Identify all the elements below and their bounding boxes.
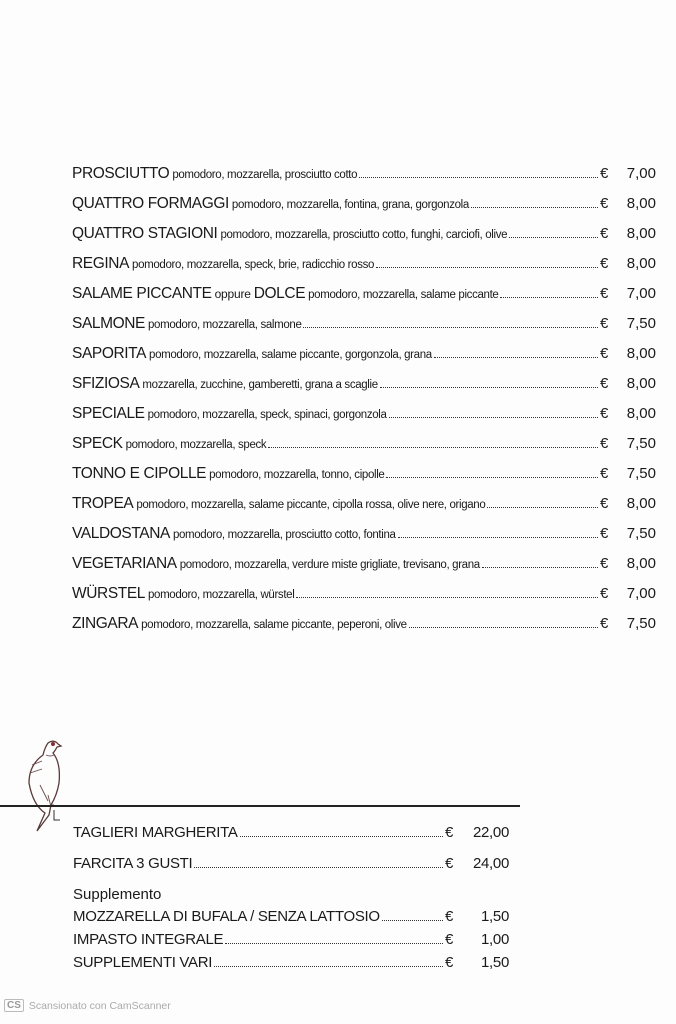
extra-item — [73, 954, 509, 977]
item-ingredients: pomodoro, mozzarella, fontina, grana, gorgonzola — [231, 199, 469, 211]
dot-leader — [487, 507, 598, 508]
currency-symbol: € — [600, 555, 609, 572]
item-name: VALDOSTANA — [72, 525, 170, 542]
dot-leader — [225, 943, 443, 944]
item-price: 1,50 — [481, 908, 509, 925]
item-price: 7,00 — [626, 165, 656, 182]
item-name: SFIZIOSA — [72, 375, 140, 392]
currency-symbol: € — [445, 954, 454, 971]
scanner-watermark — [4, 999, 171, 1012]
item-price: 7,00 — [626, 585, 656, 602]
pizza-menu — [72, 165, 656, 645]
item-name: WÜRSTEL — [72, 585, 145, 602]
dot-leader — [389, 417, 598, 418]
item-name: TAGLIERI MARGHERITA — [73, 824, 238, 841]
dot-leader — [409, 627, 598, 628]
item-name: QUATTRO FORMAGGI — [72, 195, 229, 212]
menu-item — [72, 405, 656, 435]
menu-item — [72, 525, 656, 555]
item-name-alt: DOLCE — [253, 285, 306, 302]
dot-leader — [268, 447, 598, 448]
dot-leader — [376, 267, 598, 268]
menu-item — [72, 255, 656, 285]
currency-symbol: € — [600, 195, 609, 212]
item-ingredients: pomodoro, mozzarella, prosciutto cotto, fontina — [172, 529, 396, 541]
camscanner-logo: CS — [4, 999, 24, 1012]
item-price: 7,50 — [626, 315, 656, 332]
currency-symbol: € — [600, 495, 609, 512]
item-price: 7,50 — [626, 435, 656, 452]
item-price: 1,00 — [481, 931, 509, 948]
extra-item — [73, 855, 509, 886]
item-price: 8,00 — [626, 555, 656, 572]
item-name: PROSCIUTTO — [72, 165, 170, 182]
currency-symbol: € — [600, 255, 609, 272]
item-price: 8,00 — [626, 405, 656, 422]
dot-leader — [240, 836, 443, 837]
currency-symbol: € — [600, 435, 609, 452]
item-ingredients: pomodoro, mozzarella, speck, brie, radicchio rosso — [132, 259, 375, 271]
item-price: 8,00 — [626, 195, 656, 212]
extra-item — [73, 824, 509, 855]
dot-leader — [194, 867, 443, 868]
currency-symbol: € — [445, 908, 454, 925]
item-ingredients: pomodoro, mozzarella, salame piccante, gorgonzola, grana — [149, 349, 432, 361]
item-name: VEGETARIANA — [72, 555, 177, 572]
item-name: SUPPLEMENTI VARI — [73, 954, 213, 971]
dot-leader — [386, 477, 598, 478]
item-price: 7,00 — [626, 285, 656, 302]
currency-symbol: € — [600, 405, 609, 422]
item-price: 8,00 — [626, 375, 656, 392]
item-ingredients: mozzarella, zucchine, gamberetti, grana a scaglie — [142, 379, 378, 391]
dot-leader — [398, 537, 598, 538]
item-name: REGINA — [72, 255, 130, 272]
menu-item — [72, 315, 656, 345]
dot-leader — [303, 327, 598, 328]
currency-symbol: € — [600, 375, 609, 392]
currency-symbol: € — [600, 615, 609, 632]
menu-item — [72, 465, 656, 495]
item-alt: oppure — [214, 287, 251, 301]
item-price: 8,00 — [626, 225, 656, 242]
menu-item — [72, 495, 656, 525]
item-price: 8,00 — [626, 255, 656, 272]
menu-item — [72, 375, 656, 405]
dot-leader — [359, 177, 598, 178]
item-name: IMPASTO INTEGRALE — [73, 931, 224, 948]
item-name: TONNO E CIPOLLE — [72, 465, 207, 482]
item-price: 1,50 — [481, 954, 509, 971]
item-name: SPECIALE — [72, 405, 145, 422]
menu-item — [72, 345, 656, 375]
item-ingredients: pomodoro, mozzarella, salmone — [148, 319, 302, 331]
item-ingredients: pomodoro, mozzarella, salame piccante, peperoni, olive — [141, 619, 407, 631]
item-name: QUATTRO STAGIONI — [72, 225, 218, 242]
item-ingredients: pomodoro, mozzarella, salame piccante, cipolla rossa, olive nere, origano — [136, 499, 486, 511]
item-name: FARCITA 3 GUSTI — [73, 855, 193, 872]
currency-symbol: € — [445, 824, 454, 841]
currency-symbol: € — [600, 225, 609, 242]
item-price: 7,50 — [626, 465, 656, 482]
dot-leader — [214, 966, 443, 967]
dot-leader — [382, 920, 443, 921]
currency-symbol: € — [600, 525, 609, 542]
item-price: 8,00 — [626, 495, 656, 512]
dot-leader — [509, 237, 598, 238]
dot-leader — [482, 567, 598, 568]
item-price: 7,50 — [626, 615, 656, 632]
item-ingredients: pomodoro, mozzarella, tonno, cipolle — [209, 469, 385, 481]
currency-symbol: € — [600, 345, 609, 362]
watermark-text: Scansionato con CamScanner — [28, 999, 171, 1012]
currency-symbol: € — [445, 855, 454, 872]
menu-item — [72, 555, 656, 585]
menu-item — [72, 165, 656, 195]
item-ingredients: pomodoro, mozzarella, prosciutto cotto, funghi, carciofi, olive — [220, 229, 508, 241]
currency-symbol: € — [445, 931, 454, 948]
menu-item — [72, 585, 656, 615]
item-ingredients: pomodoro, mozzarella, würstel — [147, 589, 295, 601]
item-name: TROPEA — [72, 495, 134, 512]
item-ingredients: pomodoro, mozzarella, prosciutto cotto — [172, 169, 358, 181]
extras-section — [73, 824, 509, 977]
item-ingredients: pomodoro, mozzarella, speck, spinaci, gorgonzola — [147, 409, 387, 421]
item-ingredients: pomodoro, mozzarella, speck — [125, 439, 267, 451]
dot-leader — [500, 297, 598, 298]
menu-item — [72, 435, 656, 465]
item-name: SALAME PICCANTE — [72, 285, 212, 302]
currency-symbol: € — [600, 315, 609, 332]
item-name: MOZZARELLA DI BUFALA / SENZA LATTOSIO — [73, 908, 380, 925]
supplement-heading: Supplemento — [73, 886, 162, 903]
item-ingredients: pomodoro, mozzarella, salame piccante — [308, 289, 499, 301]
menu-item — [72, 615, 656, 645]
extra-item — [73, 908, 509, 931]
item-price: 24,00 — [472, 855, 509, 872]
item-name: SALMONE — [72, 315, 145, 332]
dot-leader — [471, 207, 598, 208]
item-name: SPECK — [72, 435, 123, 452]
section-divider — [0, 805, 520, 807]
item-name: SAPORITA — [72, 345, 147, 362]
item-price: 8,00 — [626, 345, 656, 362]
currency-symbol: € — [600, 585, 609, 602]
pheasant-illustration — [18, 735, 68, 835]
dot-leader — [434, 357, 598, 358]
menu-item — [72, 195, 656, 225]
dot-leader — [380, 387, 598, 388]
menu-item — [72, 285, 656, 315]
currency-symbol: € — [600, 465, 609, 482]
extra-item — [73, 931, 509, 954]
item-price: 22,00 — [472, 824, 509, 841]
item-ingredients: pomodoro, mozzarella, verdure miste grigliate, trevisano, grana — [179, 559, 480, 571]
dot-leader — [296, 597, 598, 598]
currency-symbol: € — [600, 165, 609, 182]
item-name: ZINGARA — [72, 615, 139, 632]
item-price: 7,50 — [626, 525, 656, 542]
menu-item — [72, 225, 656, 255]
currency-symbol: € — [600, 285, 609, 302]
